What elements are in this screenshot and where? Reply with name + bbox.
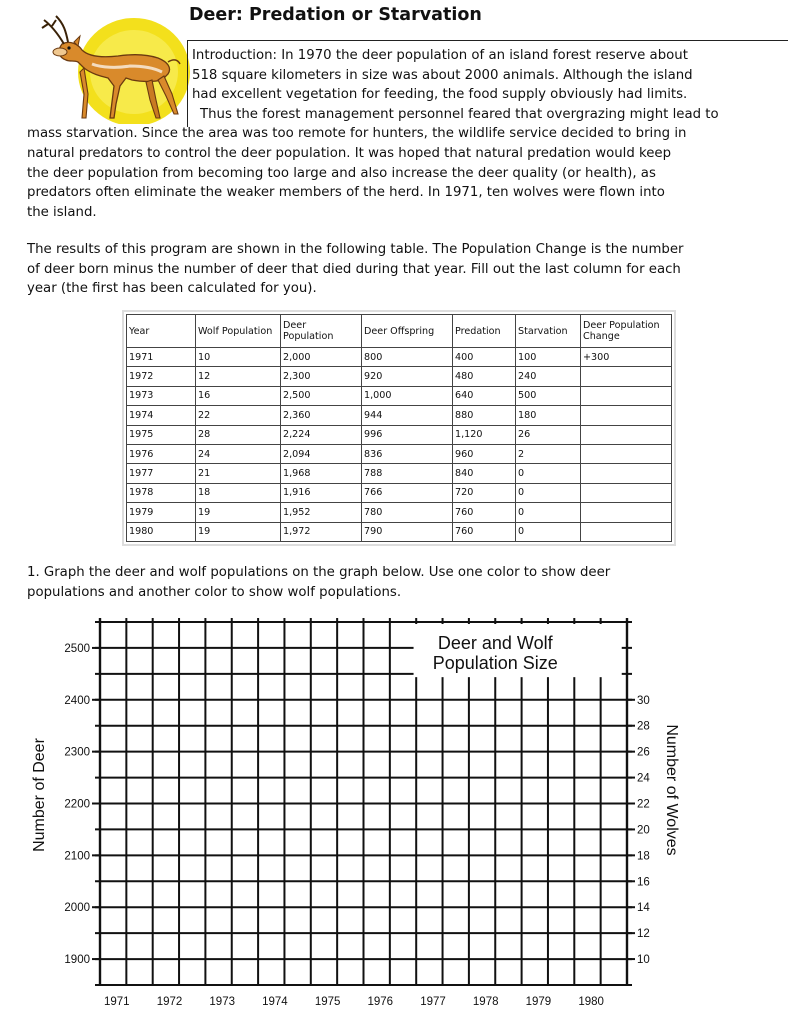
year-axis-tick-label: 1978 [472,996,499,1008]
cell-starvation: 2 [516,444,581,463]
cell-deer-offspring: 1,000 [362,386,453,405]
page-title: Deer: Predation or Starvation [189,5,482,25]
intro-line: predators often eliminate the weaker members of the herd. In 1971, ten wolves were flown into [27,185,665,201]
cell-predation: 880 [453,406,516,425]
cell-population-change[interactable] [581,503,672,522]
cell-predation: 400 [453,348,516,367]
intro-line: Introduction: In 1970 the deer population of an island forest reserve about [192,48,688,63]
cell-year: 1978 [127,483,196,502]
cell-deer-population: 1,968 [281,464,362,483]
cell-year: 1976 [127,444,196,463]
deer-axis-tick-label: 1900 [64,954,90,967]
question-line: 1. Graph the deer and wolf populations on the graph below. Use one color to show deer [27,565,611,580]
cell-deer-population: 2,300 [281,367,362,386]
intro-line: the island. [27,204,97,220]
cell-predation: 640 [453,386,516,405]
year-axis-tick-label: 1979 [525,996,552,1008]
population-graph[interactable] [0,600,794,1024]
deer-axis-tick-label: 2300 [64,746,90,759]
intro-line: Thus the forest management personnel feared that overgrazing might lead to [200,106,719,122]
intro-line: natural predators to control the deer population. It was hoped that natural predation would keep [27,146,672,161]
cell-year: 1977 [127,464,196,483]
cell-population-change[interactable] [581,386,672,405]
year-axis-tick-label: 1976 [367,996,394,1008]
wolf-axis-tick-label: 26 [637,746,650,759]
cell-predation: 760 [453,503,516,522]
cell-year: 1971 [127,348,196,367]
cell-deer-population: 2,360 [281,406,362,425]
results-line: of deer born minus the number of deer that died during that year. Fill out the last column for each [27,261,681,277]
cell-starvation: 0 [516,522,581,541]
intro-line: mass starvation. Since the area was too remote for hunters, the wildlife service decided to bring in [27,126,687,142]
deer-axis-tick-label: 2400 [64,694,90,707]
cell-starvation: 500 [516,386,581,405]
wolf-axis-tick-label: 20 [637,824,650,837]
header-year: Year [127,315,196,348]
cell-deer-population: 1,952 [281,503,362,522]
header-starvation: Starvation [516,315,581,348]
wolf-axis-tick-label: 24 [637,772,650,785]
table-row [127,522,672,541]
cell-population-change[interactable] [581,406,672,425]
table-row [127,367,672,386]
cell-year: 1975 [127,425,196,444]
intro-line: had excellent vegetation for feeding, the food supply obviously had limits. [192,87,688,103]
cell-deer-offspring: 836 [362,444,453,463]
cell-population-change[interactable] [581,367,672,386]
year-axis-tick-label: 1971 [104,996,130,1008]
cell-wolf-population: 19 [196,522,281,541]
wolf-axis-tick-label: 18 [637,850,650,863]
year-axis-tick-label: 1975 [314,996,341,1008]
cell-deer-population: 1,972 [281,522,362,541]
cell-predation: 960 [453,444,516,463]
results-line: year (the first has been calculated for you). [27,281,317,297]
chart-title-line: Population Size [432,653,558,673]
population-table [126,314,672,542]
cell-predation: 480 [453,367,516,386]
wolf-axis-tick-label: 14 [637,902,650,915]
cell-year: 1972 [127,367,196,386]
cell-population-change[interactable]: +300 [581,348,672,367]
cell-wolf-population: 10 [196,348,281,367]
cell-population-change[interactable] [581,522,672,541]
deer-axis-tick-label: 2200 [64,798,90,811]
table-header-row [127,315,672,348]
cell-deer-offspring: 800 [362,348,453,367]
cell-starvation: 240 [516,367,581,386]
cell-starvation: 0 [516,503,581,522]
cell-deer-population: 2,500 [281,386,362,405]
cell-wolf-population: 12 [196,367,281,386]
wolf-axis-tick-label: 12 [637,928,650,941]
cell-predation: 760 [453,522,516,541]
year-axis-tick-label: 1980 [578,996,604,1008]
intro-line: 518 square kilometers in size was about 2000 animals. Although the island [192,67,693,83]
intro-line: the deer population from becoming too large and also increase the deer quality (or health), as [27,165,656,181]
wolf-axis-tick-label: 16 [637,876,650,889]
header-predation: Predation [453,315,516,348]
cell-starvation: 180 [516,406,581,425]
cell-starvation: 0 [516,483,581,502]
table-row [127,348,672,367]
deer-axis-tick-label: 2100 [64,850,90,863]
cell-year: 1974 [127,406,196,425]
cell-deer-offspring: 996 [362,425,453,444]
cell-deer-offspring: 788 [362,464,453,483]
year-axis-tick-label: 1974 [262,996,288,1008]
cell-deer-offspring: 920 [362,367,453,386]
cell-starvation: 0 [516,464,581,483]
header-wolf-population: Wolf Population [196,315,281,348]
cell-year: 1973 [127,386,196,405]
year-axis-tick-label: 1977 [420,996,446,1008]
cell-wolf-population: 19 [196,503,281,522]
deer-axis-label: Number of Deer [31,738,48,852]
cell-population-change[interactable] [581,464,672,483]
year-axis-tick-label: 1972 [156,996,183,1008]
cell-starvation: 26 [516,425,581,444]
deer-illustration [22,6,190,124]
table-row [127,386,672,405]
wolf-axis-label: Number of Wolves [663,724,680,856]
cell-deer-offspring: 944 [362,406,453,425]
wolf-axis-tick-label: 28 [637,720,650,733]
header-deer-offspring: Deer Offspring [362,315,453,348]
deer-axis-tick-label: 2000 [64,902,90,915]
cell-deer-offspring: 790 [362,522,453,541]
year-axis-tick-label: 1973 [209,996,236,1008]
wolf-axis-tick-label: 22 [637,798,650,811]
cell-predation: 720 [453,483,516,502]
cell-predation: 1,120 [453,425,516,444]
wolf-axis-tick-label: 10 [637,954,650,967]
header-deer-population: Deer Population [281,315,362,348]
header-deer-population-change: Deer Population Change [581,315,672,348]
cell-deer-offspring: 780 [362,503,453,522]
results-line: The results of this program are shown in the following table. The Population Change is the number [27,242,684,257]
question-line: populations and another color to show wolf populations. [27,584,402,600]
cell-wolf-population: 28 [196,425,281,444]
wolf-axis-tick-label: 30 [637,694,650,707]
table-row [127,406,672,425]
cell-year: 1980 [127,522,196,541]
cell-wolf-population: 16 [196,386,281,405]
table-row [127,444,672,463]
cell-population-change[interactable] [581,483,672,502]
cell-deer-population: 2,000 [281,348,362,367]
table-row [127,483,672,502]
cell-deer-population: 2,094 [281,444,362,463]
table-row [127,503,672,522]
cell-deer-population: 2,224 [281,425,362,444]
cell-deer-population: 1,916 [281,483,362,502]
deer-axis-tick-label: 2500 [64,642,90,655]
table-row [127,464,672,483]
chart-title-line: Deer and Wolf [437,633,553,653]
cell-wolf-population: 18 [196,483,281,502]
cell-year: 1979 [127,503,196,522]
cell-starvation: 100 [516,348,581,367]
cell-wolf-population: 24 [196,444,281,463]
cell-population-change[interactable] [581,425,672,444]
cell-population-change[interactable] [581,444,672,463]
deer-horns [42,16,68,44]
cell-deer-offspring: 766 [362,483,453,502]
cell-predation: 840 [453,464,516,483]
cell-wolf-population: 21 [196,464,281,483]
table-row [127,425,672,444]
cell-wolf-population: 22 [196,406,281,425]
